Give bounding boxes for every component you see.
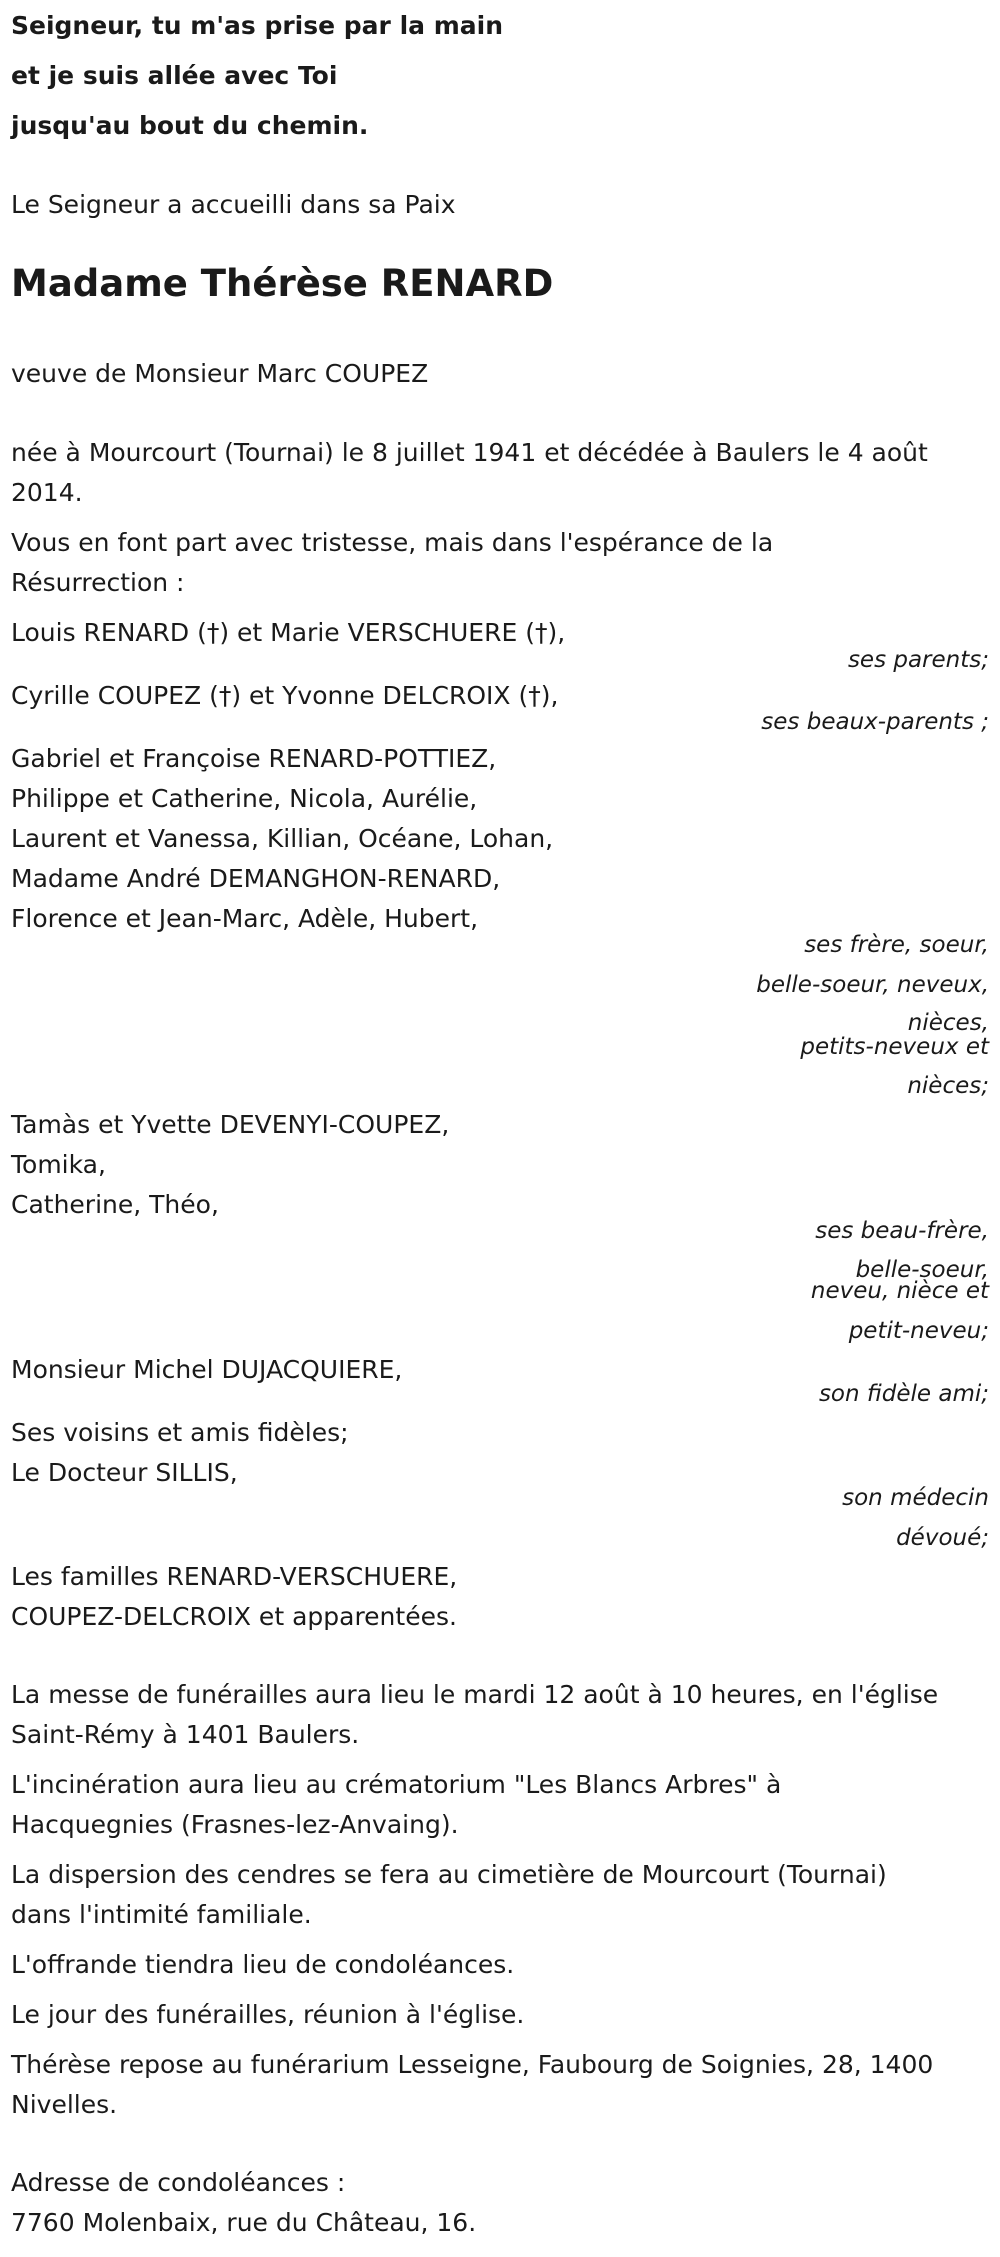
in-law-siblings-name-line: Tomika, xyxy=(11,1150,106,1179)
cremation-line-1: L'incinération aura lieu au crématorium "Les Blancs Arbres" à xyxy=(11,1770,782,1799)
siblings-name-line: Florence et Jean-Marc, Adèle, Hubert, xyxy=(11,904,479,933)
in-law-siblings-relation-line: belle-soeur, xyxy=(855,1257,989,1283)
parents-names: Louis RENARD (†) et Marie VERSCHUERE (†), xyxy=(11,618,566,647)
verse-line-3: jusqu'au bout du chemin. xyxy=(11,111,369,140)
siblings-relation-line: ses frère, soeur, xyxy=(804,932,989,958)
in-law-siblings-relation-line: ses beau-frère, xyxy=(815,1218,989,1244)
parents-relation: ses parents; xyxy=(847,647,989,673)
mass-line-2: Saint-Rémy à 1401 Baulers. xyxy=(11,1720,360,1749)
siblings-relation-line: nièces; xyxy=(907,1073,989,1099)
neighbours-text: Ses voisins et amis fidèles; xyxy=(11,1418,349,1447)
in-law-siblings-relation-line: neveu, nièce et xyxy=(810,1278,989,1304)
deceased-name: Madame Thérèse RENARD xyxy=(11,262,554,305)
siblings-relation-line: petits-neveux et xyxy=(800,1034,989,1060)
ashes-line-2: dans l'intimité familiale. xyxy=(11,1900,312,1929)
verse-line-2: et je suis allée avec Toi xyxy=(11,61,338,90)
in-laws-names: Cyrille COUPEZ (†) et Yvonne DELCROIX (†), xyxy=(11,681,559,710)
families-line-1: Les familles RENARD-VERSCHUERE, xyxy=(11,1562,458,1591)
siblings-name-line: Madame André DEMANGHON-RENARD, xyxy=(11,864,501,893)
offering-text: L'offrande tiendra lieu de condoléances. xyxy=(11,1950,515,1979)
mass-line-1: La messe de funérailles aura lieu le mardi 12 août à 10 heures, en l'église xyxy=(11,1680,939,1709)
doctor-relation-line: son médecin xyxy=(842,1485,989,1511)
rest-line-1: Thérèse repose au funérarium Lesseigne, Faubourg de Soignies, 28, 1400 xyxy=(11,2050,934,2079)
doctor-names: Le Docteur SILLIS, xyxy=(11,1458,238,1487)
families-line-2: COUPEZ-DELCROIX et apparentées. xyxy=(11,1602,457,1631)
condolences-address: 7760 Molenbaix, rue du Château, 16. xyxy=(11,2208,477,2237)
siblings-name-line: Laurent et Vanessa, Killian, Océane, Lohan, xyxy=(11,824,554,853)
rest-line-2: Nivelles. xyxy=(11,2090,118,2119)
cremation-line-2: Hacquegnies (Frasnes-lez-Anvaing). xyxy=(11,1810,459,1839)
meeting-text: Le jour des funérailles, réunion à l'église. xyxy=(11,2000,525,2029)
in-law-siblings-name-line: Catherine, Théo, xyxy=(11,1190,219,1219)
in-law-siblings-name-line: Tamàs et Yvette DEVENYI-COUPEZ, xyxy=(11,1110,450,1139)
verse-line-1: Seigneur, tu m'as prise par la main xyxy=(11,11,504,40)
siblings-relation-line: belle-soeur, neveux, xyxy=(756,972,989,998)
siblings-name-line: Philippe et Catherine, Nicola, Aurélie, xyxy=(11,784,478,813)
ashes-line-1: La dispersion des cendres se fera au cimetière de Mourcourt (Tournai) xyxy=(11,1860,887,1889)
birth-death-line-2: 2014. xyxy=(11,478,83,507)
siblings-name-line: Gabriel et Françoise RENARD-POTTIEZ, xyxy=(11,744,497,773)
doctor-relation-line: dévoué; xyxy=(896,1525,989,1551)
siblings-relation-line: nièces, xyxy=(907,1010,989,1036)
birth-death-line-1: née à Mourcourt (Tournai) le 8 juillet 1941 et décédée à Baulers le 4 août xyxy=(11,438,928,467)
announcement-line-2: Résurrection : xyxy=(11,568,185,597)
announcement-line-1: Vous en font part avec tristesse, mais dans l'espérance de la xyxy=(11,528,774,557)
widow-of-text: veuve de Monsieur Marc COUPEZ xyxy=(11,359,429,388)
condolences-label: Adresse de condoléances : xyxy=(11,2168,346,2197)
in-law-siblings-relation-line: petit-neveu; xyxy=(848,1318,989,1344)
in-laws-relation: ses beaux-parents ; xyxy=(761,709,989,735)
friend-relation: son fidèle ami; xyxy=(818,1381,989,1407)
friend-names: Monsieur Michel DUJACQUIERE, xyxy=(11,1355,403,1384)
intro-text: Le Seigneur a accueilli dans sa Paix xyxy=(11,190,456,219)
